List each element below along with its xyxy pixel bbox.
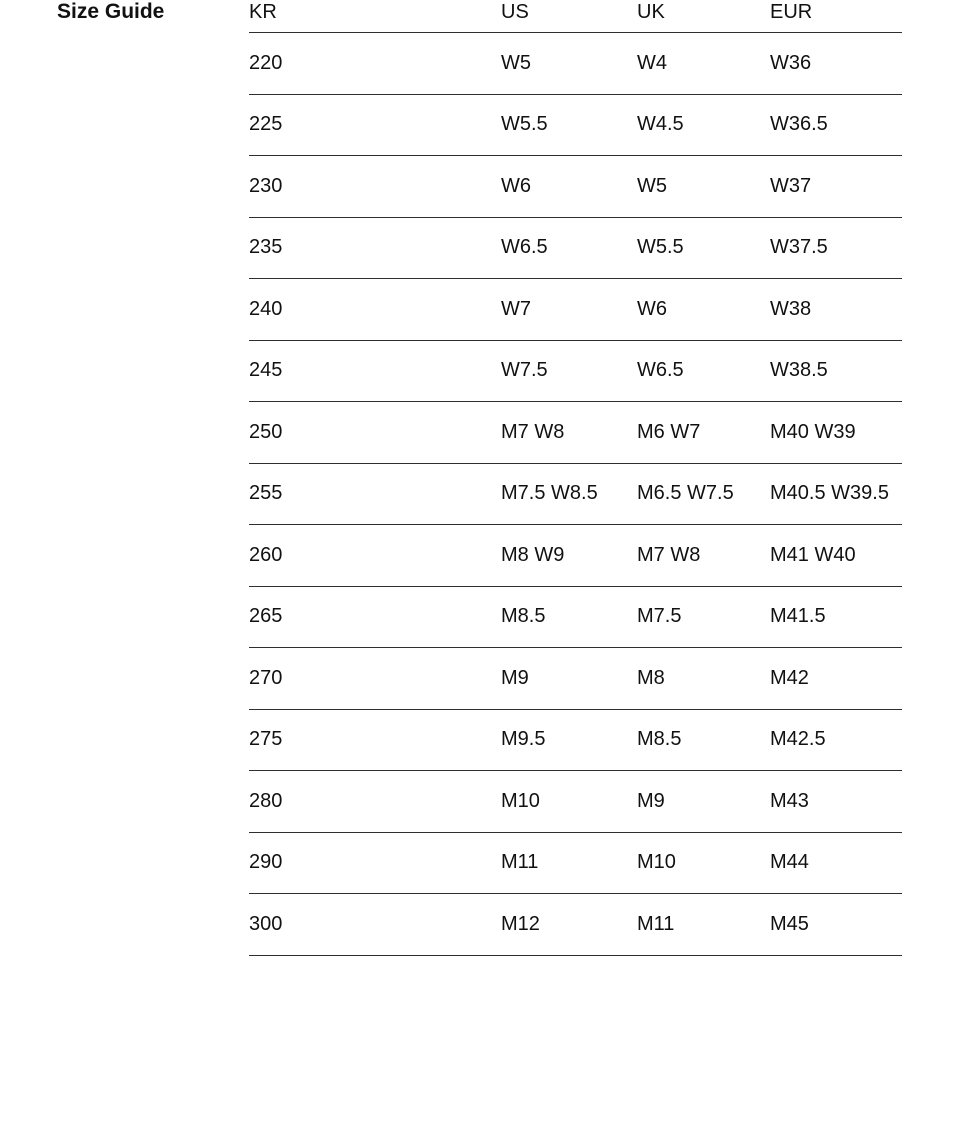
table-cell: M8.5 [637,709,770,771]
table-cell: M7 W8 [637,525,770,587]
table-cell: M40 W39 [770,402,902,464]
table-row [249,709,902,771]
size-guide-table [249,0,902,956]
table-cell: M8 W9 [501,525,637,587]
table-cell: M43 [770,771,902,833]
table-cell: M45 [770,894,902,956]
table-cell: 275 [249,709,501,771]
table-row [249,525,902,587]
column-header: EUR [770,0,902,33]
table-cell: W5 [501,33,637,95]
table-cell: 255 [249,463,501,525]
table-row [249,463,902,525]
table-header-row [249,0,902,33]
table-cell: W6 [637,279,770,341]
page-title: Size Guide [57,0,165,23]
table-cell: 265 [249,586,501,648]
table-cell: M11 [637,894,770,956]
table-cell: M6.5 W7.5 [637,463,770,525]
table-cell: M9 [637,771,770,833]
table-cell: W37 [770,156,902,218]
table-cell: 245 [249,340,501,402]
table-cell: M7 W8 [501,402,637,464]
table-cell: M40.5 W39.5 [770,463,902,525]
table-cell: M11 [501,832,637,894]
table-cell: 250 [249,402,501,464]
table-cell: M44 [770,832,902,894]
table-cell: W5.5 [501,94,637,156]
table-cell: W38 [770,279,902,341]
table-cell: 225 [249,94,501,156]
table-cell: W36 [770,33,902,95]
table-cell: W37.5 [770,217,902,279]
table-cell: M10 [637,832,770,894]
table-cell: W5 [637,156,770,218]
column-header: US [501,0,637,33]
table-cell: M6 W7 [637,402,770,464]
table-cell: M7.5 W8.5 [501,463,637,525]
table-cell: M9 [501,648,637,710]
table-cell: W5.5 [637,217,770,279]
table-cell: M12 [501,894,637,956]
table-row [249,33,902,95]
table-row [249,340,902,402]
table-cell: M41 W40 [770,525,902,587]
table-cell: M8.5 [501,586,637,648]
table-cell: 260 [249,525,501,587]
table-body [249,33,902,956]
table-row [249,279,902,341]
table-cell: W36.5 [770,94,902,156]
table-row [249,648,902,710]
table-cell: 290 [249,832,501,894]
table-row [249,832,902,894]
table-cell: W7.5 [501,340,637,402]
table-cell: M42 [770,648,902,710]
table-cell: 235 [249,217,501,279]
table-cell: 280 [249,771,501,833]
table-cell: W4 [637,33,770,95]
table-cell: 240 [249,279,501,341]
table-cell: M8 [637,648,770,710]
table-row [249,156,902,218]
table-row [249,586,902,648]
table-cell: M9.5 [501,709,637,771]
table-cell: M10 [501,771,637,833]
table-cell: 300 [249,894,501,956]
table-cell: W6.5 [501,217,637,279]
table-cell: W6 [501,156,637,218]
table-row [249,94,902,156]
table-cell: M41.5 [770,586,902,648]
table-row [249,402,902,464]
column-header: KR [249,0,501,33]
table-cell: W6.5 [637,340,770,402]
table-cell: W38.5 [770,340,902,402]
table-cell: W4.5 [637,94,770,156]
table-cell: 220 [249,33,501,95]
table-row [249,894,902,956]
table-row [249,771,902,833]
column-header: UK [637,0,770,33]
table-cell: 270 [249,648,501,710]
table-row [249,217,902,279]
table-cell: M7.5 [637,586,770,648]
table-cell: W7 [501,279,637,341]
table-cell: M42.5 [770,709,902,771]
table-cell: 230 [249,156,501,218]
